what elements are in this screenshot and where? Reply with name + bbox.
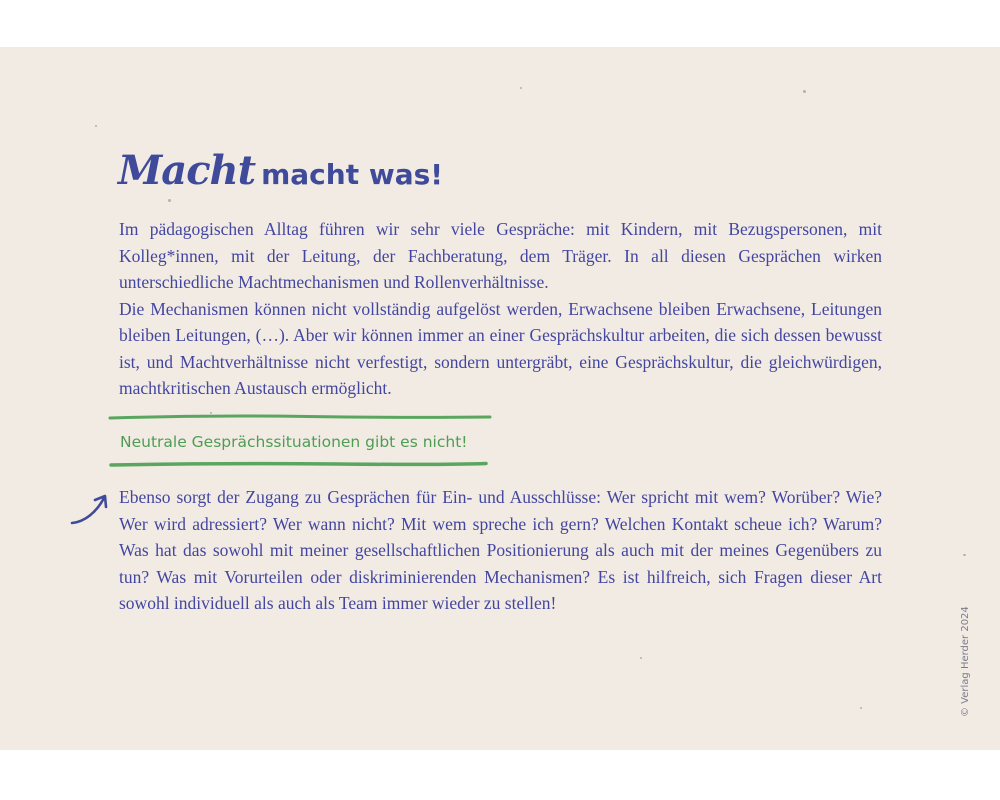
paper-speck [963,554,966,556]
paragraph: Im pädagogischen Alltag führen wir sehr viele Gespräche: mit Kindern, mit Bezugspersonen, mit Kolleg*innen, mit der Leitung, der Fachberatung, dem Träger. In all diesen Gesprächen wirken unterschiedliche Machtmechanismen und Rollenverhältnisse. [119,219,882,292]
paper-speck [520,87,522,89]
paragraph: Ebenso sorgt der Zugang zu Gesprächen für Ein- und Ausschlüsse: Wer spricht mit wem? Worüber? Wie? Wer wird adressiert? Wer wann nicht? Mit wem spreche ich gern? Welchen Kontakt scheue ich? Warum? Was hat das sowohl mit meiner gesellschaftlichen Positionierung als auch mit der meines Gegenübers zu tun? Was mit Vorurteilen oder diskriminierenden Mechanismen? Es ist hilfreich, sich Fragen dieser Art sowohl individuell als auch als Team immer wieder zu stellen! [119,487,882,613]
paper-speck [860,707,862,709]
paper-speck [803,90,806,93]
copyright-notice: © Verlag Herder 2024 [960,606,971,717]
paragraph: Die Mechanismen können nicht vollständig aufgelöst werden, Erwachsene bleiben Erwachsene, Leitungen bleiben Leitungen, (…). Aber wir können immer an einer Gesprächskultur arbeiten, die sich dessen bewusst ist, und Machtverhältnisse nicht verfestigt, sondern untergräbt, eine Gesprächskultur, die gleichwürdigen, machtkritischen Austausch ermöglicht. [119,298,882,398]
paper-speck [640,657,642,659]
page-title [118,147,443,194]
intro-text [119,216,882,402]
page-card [0,47,1000,750]
green-brush-stroke-top [108,413,492,421]
title-script-word: Macht [118,147,256,194]
title-rest: macht was! [261,158,444,191]
highlight-statement: Neutrale Gesprächssituationen gibt es nicht! [120,433,468,451]
paper-speck [168,199,171,202]
green-brush-stroke-bottom [108,460,492,468]
curved-arrow-up-right-icon [68,493,110,529]
paper-speck [95,125,97,127]
closing-text [119,484,882,617]
